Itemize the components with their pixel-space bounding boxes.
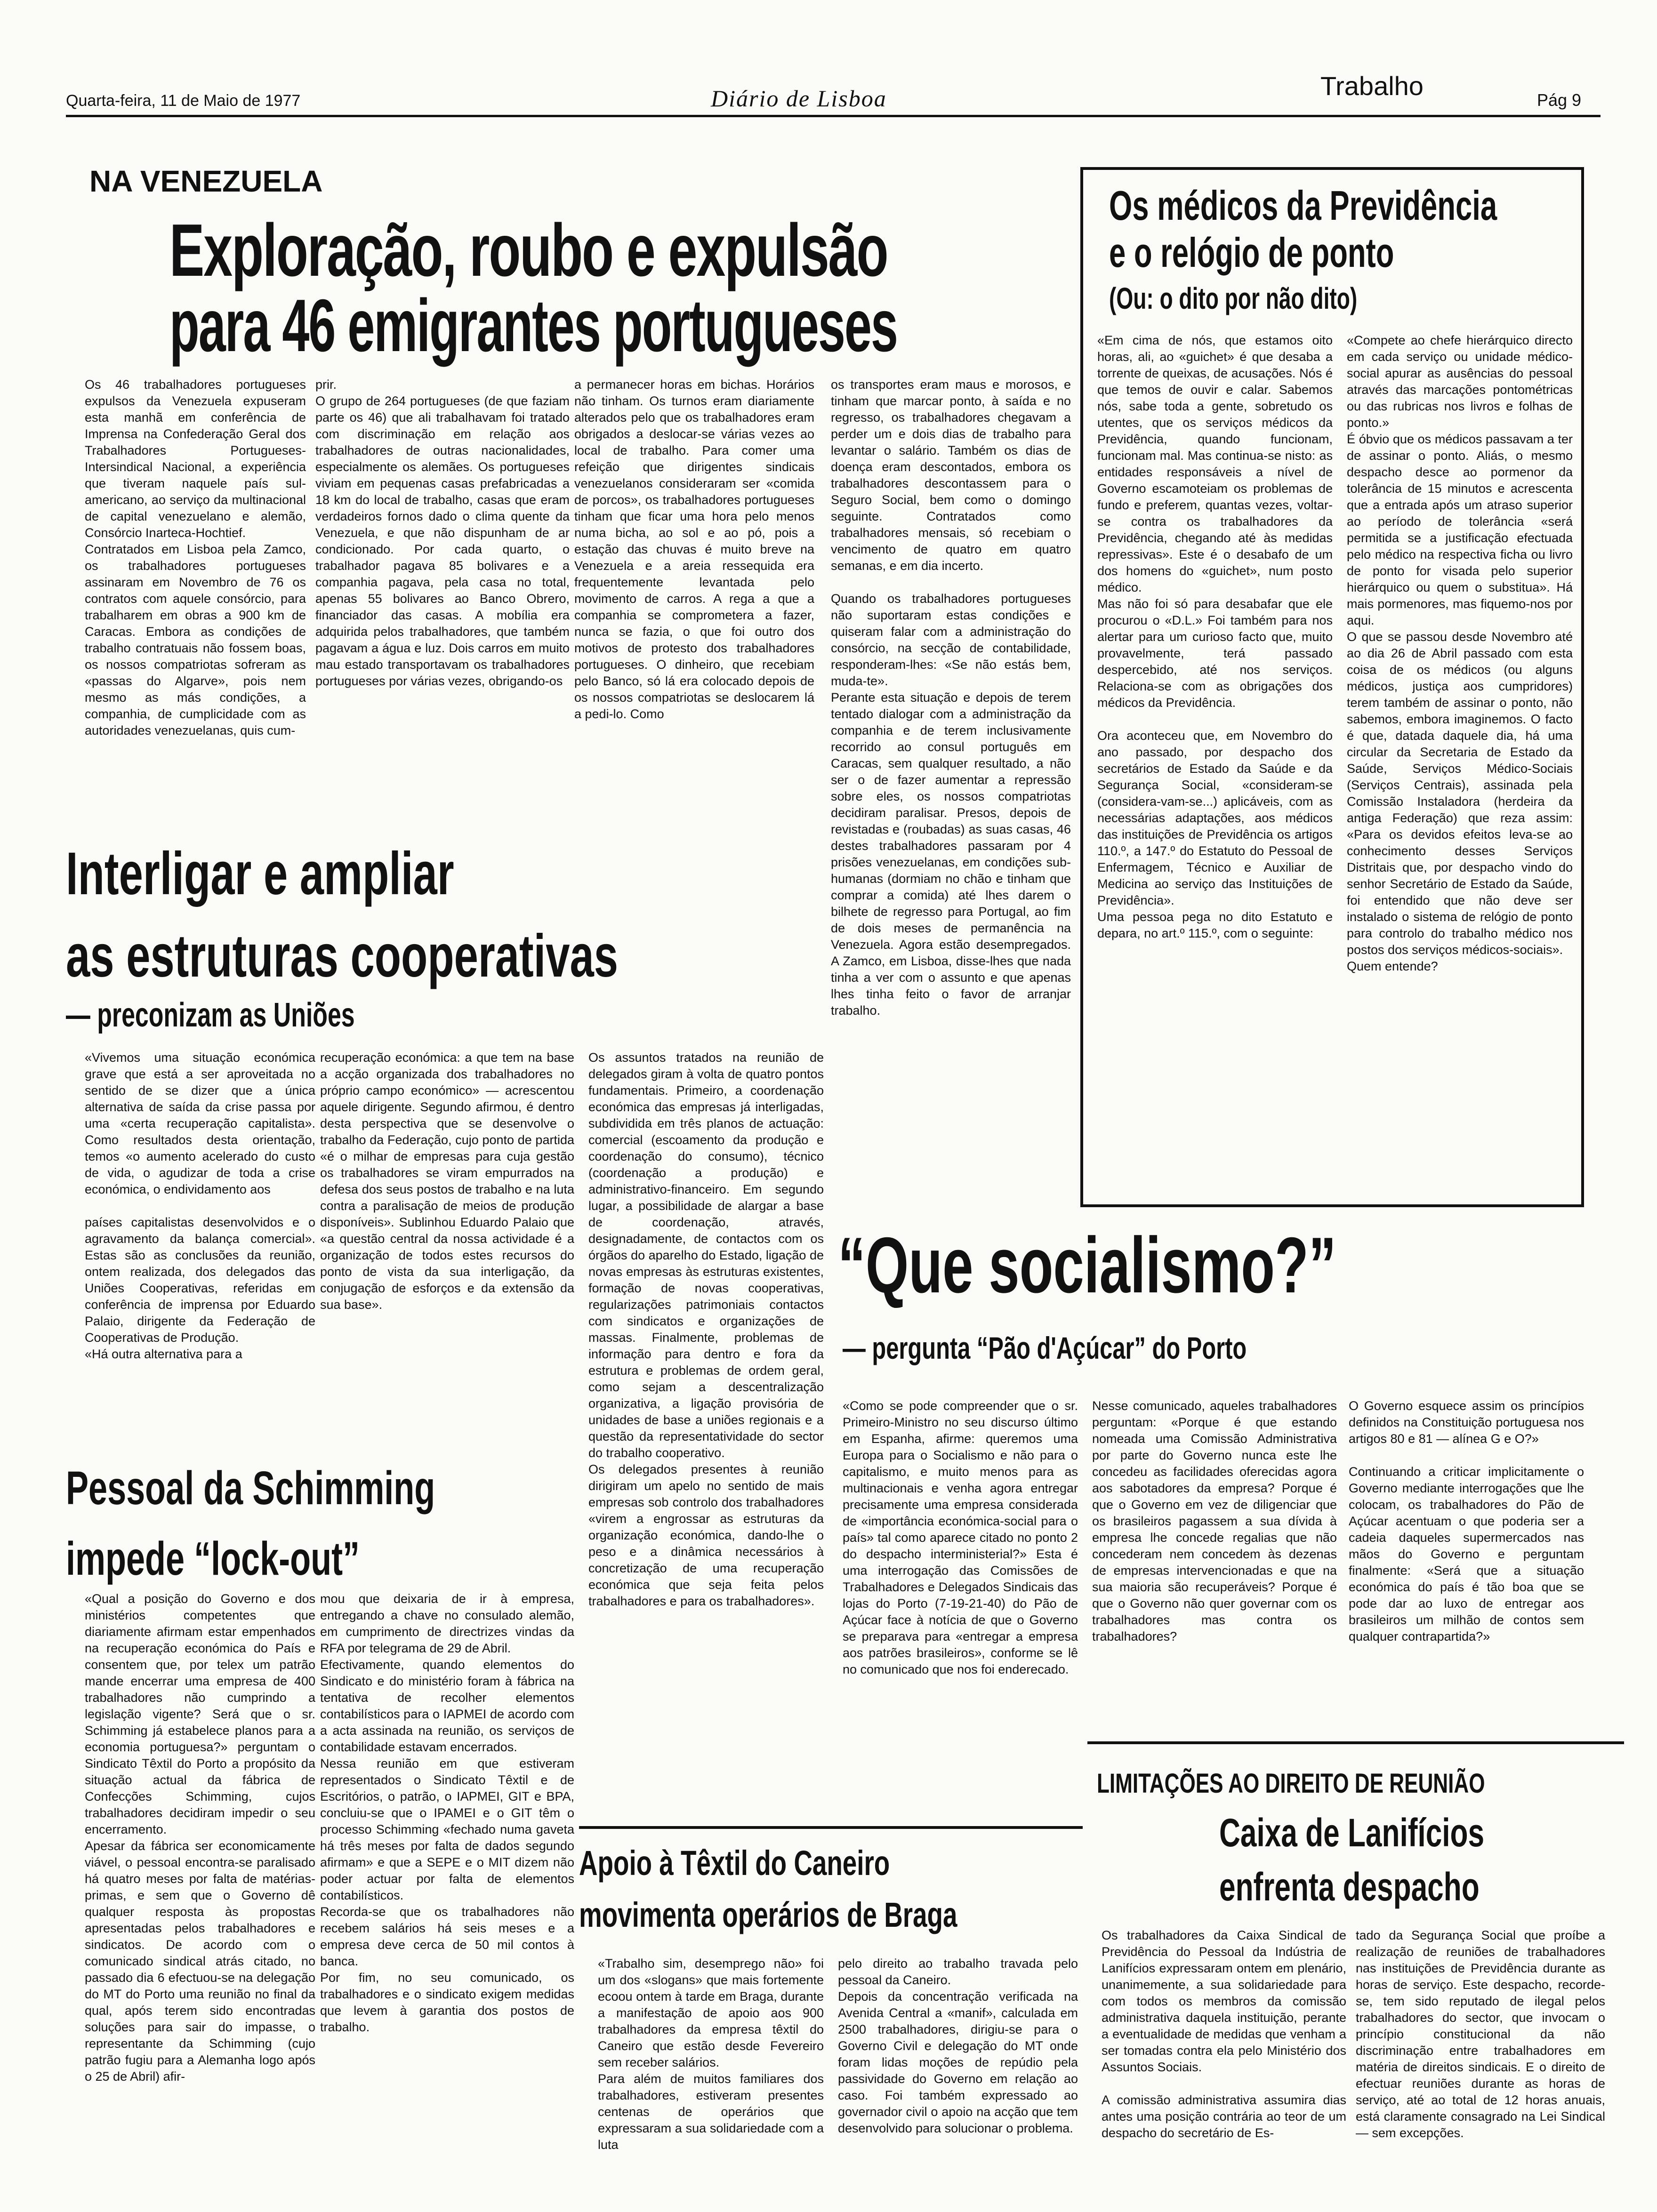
lanificios-col-1: Os trabalhadores da Caixa Sindical de Previdência do Pessoal da Indústria de Lanifícios expressaram ontem em plenário, unanimemente, a sua solidariedade para com todos os membros da comissão administrativa daquela instituição, perante a eventualidade de medidas que venham a ser tomadas contra ela pelo Ministério dos Assuntos Sociais. A comissão administrativa assumira dias antes uma posição contrária ao teor de um despacho do secretário de Es- <box>1102 1928 1346 2140</box>
venezuela-col-2: prir. O grupo de 264 portugueses (de que faziam parte os 46) que ali trabalhavam foi tratado com discriminação em relação aos trabalhadores de outras nacionalidades, especialmente os alemães. Os portugueses viviam em pequenas casas prefabricadas a 18 km do local de trabalho, casas que eram verdadeiros fornos dado o clima quente da Venezuela, e que não dispunham de ar condicionado. Por cada quarto, o trabalhador pagava 85 bolivares e a companhia pagava, pela casa no total, apenas 55 bolivares ao Banco Obrero, financiador das casas. A mobília era adquirida pelos trabalhadores, que também pagavam a água e luz. Dois carros em muito mau estado transportavam os trabalhadores portugueses por várias vezes, obrigando-os <box>315 377 570 688</box>
medicos-col-2: «Compete ao chefe hierárquico directo em cada serviço ou unidade médico-social apurar as ausências do pessoal através das marcações pontométricas ou das rubricas nos livros e folhas de ponto.» É óbvio que os médicos passavam a ter de assinar o ponto. Aliás, o mesmo despacho desce ao pormenor da tolerância de 15 minutos e acrescenta que a entrada após um atraso superior ao período de tolerância «será permitida se a justificação efectuada pelo médico na respectiva ficha ou livro de ponto for visada pelo superior hierárquico ou quem o substitua». Há mais pormenores, mas fiquemo-nos por aqui. O que se passou desde Novembro até ao dia 26 de Abril passado com esta coisa de os médicos (ou alguns médicos, justiça aos cumpridores) terem também de assinar o ponto, não sabemos, embora imaginemos. O facto é que, datada daquele dia, há uma circular da Secretaria de Estado da Saúde, Serviços Médico-Sociais (Serviços Centrais), assinada pela Comissão Instaladora (herdeira da antiga Federação) que reza assim: «Para os devidos efeitos leva-se ao conhecimento desses Serviços Distritais que, por despacho vindo do senhor Secretário de Estado da Saúde, foi entendido que não deve ser instalado o sistema de relógio de ponto para controlo do trabalho médico nos postos dos serviços médicos-sociais». Quem entende? <box>1347 333 1573 973</box>
medicos-headline-wrap <box>1109 184 1648 227</box>
textil-headline-2: movimenta operários de Braga <box>579 1895 957 1934</box>
section-name: Trabalho <box>1320 71 1424 101</box>
socialismo-col-1: «Como se pode compreender que o sr. Primeiro-Ministro no seu discurso último em Espanha, afirme: queremos uma Europa para o Socialismo e não para o capitalismo, e muito menos para as multinacionais e venha agora entregar precisamente uma empresa considerada de «importância económica-social para o país» tal como aparece citado no ponto 2 do despacho interministerial?» Esta é uma interrogação das Comissões de Trabalhadores e Delegados Sindicais das lojas do Porto (7-19-21-40) do Pão de Açúcar face à notícia de que o Governo se preparava para «entregar a empresa aos patrões brasileiros», conforme se lê no comunicado que nos foi enderecado. <box>843 1399 1078 1676</box>
lanificios-headline-1: Caixa de Lanifícios <box>1219 1811 1485 1855</box>
page-number: Pág 9 <box>1537 90 1582 110</box>
lanificios-kicker-wrap <box>1097 1770 1608 1798</box>
venezuela-col-3: a permanecer horas em bichas. Horários não tinham. Os turnos eram diariamente alterados pelo que os trabalhadores eram obrigados a deslocar-se várias vezes ao local de trabalho. Para comer uma refeição que dirigentes sindicais venezuelanos consideraram ser «comida de porcos», os trabalhadores portugueses tinham que ficar uma hora pelo menos numa bicha, ao sol e ao pó, pois a estação das chuvas é muito breve na Venezuela e a areia ressequida era frequentemente levantada pelo movimento de carros. A rega a que a companhia se comprometera a fazer, nunca se fazia, o que foi outro dos motivos de protesto dos trabalhadores portugueses. O dinheiro, que recebiam pelo Banco, só lá era colocado depois de os nossos compatriotas se deslocarem lá a pedi-lo. Como <box>574 377 814 721</box>
medicos-subhead-wrap <box>1109 283 1454 314</box>
lanificios-kicker: LIMITAÇÕES AO DIREITO DE REUNIÃO <box>1097 1768 1485 1799</box>
cooperativas-headline-1: Interligar e ampliar <box>66 840 454 907</box>
socialismo-article <box>828 1221 1629 1676</box>
lanificios-col-2: tado da Segurança Social que proíbe a realização de reuniões de trabalhadores nas instituições de Previdência durante as horas de serviço. Este despacho, recorde-se, tem sido reputado de ilegal pelos trabalhadores do sector, que invocam o princípio constitucional da não discriminação entre trabalhadores em matéria de direitos sindicais. E o direito de efectuar reuniões durante as horas de serviço, até ao total de 12 horas anuais, está claramente consagrado na Lei Sindical — sem excepções. <box>1356 1928 1605 2140</box>
venezuela-kicker: NA VENEZUELA <box>89 164 323 198</box>
schimming-col-1: «Qual a posição do Governo e dos ministérios competentes que diariamente afirmam estar empenhados na recuperação económica do País e consentem que, por telex um patrão mande encerrar uma empresa de 400 trabalhadores não cumprindo a legislação vigente? Será que o sr. Schimming já estabelece planos para a economia portuguesa?» perguntam o Sindicato Têxtil do Porto a propósito da situação actual da fábrica de Confecções Schimming, cujos trabalhadores decidiram impedir o seu encerramento. Apesar da fábrica ser economicamente viável, o pessoal encontra-se paralisado há quatro meses por falta de matérias-primas, e sem que o Governo dê qualquer resposta às propostas apresentadas pelos trabalhadores e sindicatos. De acordo com o comunicado sindical atrás citado, no passado dia 6 efectuou-se na delegação do MT do Porto uma reunião no final da qual, após terem sido encontradas soluções para sair do impasse, o representante da Schimming (cujo patrão fugiu para a Alemanha logo após o 25 de Abril) afir- <box>85 1592 315 2084</box>
venezuela-headline-wrap <box>169 209 1188 292</box>
schimming-col-2: mou que deixaria de ir à empresa, entregando a chave no consulado alemão, em cumprimento de directrizes vindas da RFA por telegrama de 29 de Abril. Efectivamente, quando elementos do Sindicato e do ministério foram à fábrica na tentativa de recolher elementos contabilísticos para o IAPMEI de acordo com a acta assinada na reunião, os serviços de contabilidade estavam encerrados. Nessa reunião em que estiveram representados o Sindicato Têxtil e de Escritórios, o patrão, o IAPMEI, GIT e BPA, concluiu-se que o IPAMEI e o GIT têm o processo Schimming «fechado numa gaveta há três meses por falta de dados segundo afirmam» e que a SEPE e o MIT dizem não poder actuar por falta de elementos contabilísticos. Recorda-se que os trabalhadores não recebem salários há seis meses e a empresa deve cerca de 50 mil contos à banca. Por fim, no seu comunicado, os trabalhadores e o sindicato exigem medidas que levem à garantia dos postos de trabalho. <box>320 1592 574 2034</box>
medicos-headline-wrap-2 <box>1109 231 1505 274</box>
lanificios-headline-wrap <box>1219 1812 1577 1853</box>
venezuela-headline-2: para 46 emigrantes portugueses <box>169 284 897 367</box>
textil-top-rule <box>579 1826 1083 1829</box>
medicos-box <box>1080 167 1584 1207</box>
socialismo-col-2: Nesse comunicado, aqueles trabalhadores perguntam: «Porque é que estando nomeada uma Comissão Administrativa por parte do Governo nunca este lhe concedeu as facilidades oferecidas agora aos sabotadores da empresa? Porque é que o Governo em vez de diligenciar que os brasileiros pagassem a sua dívida à empresa lhe concede regalias que não concederam nem concedem às dezenas de empresas intervencionadas e que na sua maioria são recuperáveis? Porque é que o Governo não quer governar com os trabalhadores mas contra os trabalhadores? <box>1092 1399 1337 1643</box>
socialismo-subhead: — pergunta “Pão d'Açúcar” do Porto <box>843 1330 1247 1365</box>
lanificios-article <box>1087 1741 1629 2212</box>
newspaper-name: Diário de Lisboa <box>711 85 887 112</box>
cooperativas-col-2: recuperação económica: a que tem na base a acção organizada dos trabalhadores no próprio campo económico» — acrescentou aquele dirigente. Segundo afirmou, é dentro desta perspectiva que se desenvolve o trabalho da Federação, cujo ponto de partida «é o milhar de empresas para cuja gestão os trabalhadores se viram empurrados na defesa dos seus postos de trabalho e na luta contra a paralisação de meios de produção disponíveis». Sublinhou Eduardo Palaio que «a questão central da nossa actividade é a organização de todos estes recursos do ponto de vista da sua interligação, da conjugação de esforços e da extensão da sua base». <box>320 1050 574 1312</box>
lanificios-top-rule <box>1087 1741 1624 1744</box>
textil-article <box>579 1826 1092 2212</box>
textil-headline-wrap <box>579 1845 999 1882</box>
lanificios-headline-wrap-2 <box>1219 1866 1571 1907</box>
medicos-headline-2: e o relógio de ponto <box>1109 229 1394 276</box>
venezuela-headline-1: Exploração, roubo e expulsão <box>169 209 888 292</box>
lanificios-headline-2: enfrenta despacho <box>1219 1865 1480 1909</box>
schimming-headline-2: impede “lock-out” <box>66 1532 360 1585</box>
venezuela-col-1: Os 46 trabalhadores portugueses expulsos da Venezuela expuseram esta manhã em conferência de Imprensa na Confederação Geral dos Trabalhadores Portugueses-Intersindical Nacional, a experiência que tiveram naquele país sul-americano, ao serviço da multinacional de capital venezuelano e alemão, Consórcio Inarteca-Hochtief. Contratados em Lisboa pela Zamco, os trabalhadores portugueses assinaram em Novembro de 76 os contratos com aquele consórcio, para trabalharem em obras a 900 km de Caracas. Embora as condições de trabalho contratuais não fossem boas, os nossos compatriotas sofreram as «passas do Algarve», pois nem mesmo as más condições, a companhia, de cumplicidade com as autoridades venezuelanas, quis cum- <box>85 377 306 737</box>
socialismo-headline-wrap <box>838 1221 1550 1309</box>
cooperativas-headline-2: as estruturas cooperativas <box>66 922 619 990</box>
schimming-headline-wrap <box>66 1464 579 1513</box>
cooperativas-col-3: Os assuntos tratados na reunião de delegados giram à volta de quatro pontos fundamentais. Primeiro, a coordenação económica das empresas já interligadas, subdividida em três planos de actuação: comercial (escoamento da produção e coordenação do consumo), técnico (coordenação a produção) e administrativo-financeiro. Em segundo lugar, a possibilidade de alargar a base de coordenação, através, designadamente, de contactos com os órgãos do aparelho do Estado, ligação de novas empresas às estruturas existentes, formação de novas cooperativas, regularizações patrimoniais contactos com sindicatos e organizações de massas. Finalmente, problemas de informação para dentro e fora da estrutura e problemas de ordem geral, como sejam a descentralização organizativa, a ligação provisória de unidades de base a uniões regionais e a questão da representatividade do sector do trabalho cooperativo. Os delegados presentes à reunião dirigiram um apelo no sentido de mais empresas sob controlo dos trabalhadores «virem a engrossar as estruturas da organização económica, dando-lhe o peso e a dinâmica necessários à concretização de uma recuperação económica que seja feita pelos trabalhadores e para os trabalhadores». <box>588 1050 824 1608</box>
medicos-headline-1: Os médicos da Previdência <box>1109 182 1497 229</box>
schimming-article <box>0 1464 579 2212</box>
cooperativas-subhead: — preconizam as Uniões <box>66 996 355 1034</box>
schimming-headline-1: Pessoal da Schimming <box>66 1462 435 1515</box>
textil-col-2: pelo direito ao trabalho travada pelo pessoal da Caneiro. Depois da concentração verificada na Avenida Central a «manif», calculada em 2500 trabalhadores, dirigiu-se para o Governo Civil e delegação do MT onde foram lidas moções de repúdio pela passividade do Governo em relação ao caso. Foi também expressado ao governador civil o apoio na acção que tem desenvolvido para solucionar o problema. <box>838 1956 1078 2135</box>
venezuela-col-4: os transportes eram maus e morosos, e tinham que marcar ponto, à saída e no regresso, os trabalhadores chegavam a perder um e dois dias de trabalho para levantar o salário. Também os dias de doença eram descontados, embora os trabalhadores descontassem para o Seguro Social, bem como o domingo seguinte. Contratados como trabalhadores mensais, só recebiam o vencimento de quatro em quatro semanas, e em dia incerto. Quando os trabalhadores portugueses não suportaram estas condições e quiseram falar com a administração do consórcio, na secção de contabilidade, responderam-lhes: «Se não estás bem, muda-te». Perante esta situação e depois de terem tentado dialogar com a administração da companhia e de terem inclusivamente recorrido ao consul português em Caracas, sem qualquer resultado, a não ser o de fazer aumentar a repressão sobre eles, os nossos compatriotas decidiram paralisar. Presos, depois de revistadas e (roubadas) as suas casas, 46 destes trabalhadores passaram por 4 prisões venezuelanas, em condições sub-humanas (dormiam no chão e tinham que comprar a comida) até lhes darem o bilhete de regresso para Portugal, ao fim de dois meses de permanência na Venezuela. Agora estão desempregados. A Zamco, em Lisboa, disse-lhes que nada tinha a ver com o assunto e que apenas lhes tinha feito o favor de arranjar trabalho. <box>831 377 1071 1018</box>
schimming-headline-wrap-2 <box>66 1534 474 1584</box>
socialismo-col-3: O Governo esquece assim os princípios definidos na Constituição portuguesa nos artigos 80 e 81 — alínea G e O?» Continuando a criticar implicitamente o Governo mediante interrogações que lhe colocam, os trabalhadores do Pão de Açúcar acentuam o que poderia ser a cadeia daqueles supermercados nas mãos do Governo e perguntam finalmente: «Será que a situação económica do país é tão boa que se pode dar ao luxo de entregar aos brasileiros um milhão de contos sem qualquer contrapartida?» <box>1349 1399 1584 1643</box>
cooperativas-headline-wrap-2 <box>66 922 833 990</box>
masthead-date: Quarta-feira, 11 de Maio de 1977 <box>66 92 301 110</box>
textil-headline-1: Apoio à Têxtil do Caneiro <box>579 1843 890 1883</box>
textil-col-1: «Trabalho sim, desemprego não» foi um dos «slogans» que mais fortemente ecoou ontem à tarde em Braga, durante a manifestação de apoio aos 900 trabalhadores da empresa têxtil do Caneiro que estão desde Fevereiro sem receber salários. Para além de muitos familiares dos trabalhadores, estiveram presentes centenas de operários que expressaram a sua solidariedade com a luta <box>598 1956 824 2152</box>
cooperativas-subhead-wrap <box>66 998 467 1034</box>
socialismo-subhead-wrap <box>843 1332 1389 1364</box>
medicos-subhead: (Ou: o dito por não dito) <box>1109 281 1358 315</box>
cooperativas-col-1: «Vivemos uma situação económica grave que está a ser aproveitada no sentido de se dizer que a única alternativa de saída da crise passa por uma «certa recuperação capitalista». Como resultados desta orientação, temos «o aumento acelerado do custo de vida, o agudizar de toda a crise económica, o endividamento aos países capitalistas desenvolvidos e o agravamento da balança comercial». Estas são as conclusões da reunião, ontem realizada, dos delegados das Uniões Cooperativas, referidas em conferência de imprensa por Eduardo Palaio, dirigente da Federação de Cooperativas de Produção. «Há outra alternativa para a <box>85 1050 315 1361</box>
cooperativas-headline-wrap <box>66 842 605 906</box>
medicos-col-1: «Em cima de nós, que estamos oito horas, ali, ao «guichet» é que desaba a torrente de queixas, de acusações. Nós é que temos de ouvir e calar. Sabemos nós, sabe toda a gente, sobretudo os utentes, que os serviços médicos da Previdência, quando funcionam, funcionam mal. Mas continua-se nisto: as entidades responsáveis a nível de Governo escamoteiam os problemas de fundo e preferem, quantas vezes, voltar-se contra os trabalhadores da Previdência, chegando até às medidas repressivas». Este é o desabafo de um dos homens do «guichet», num posto médico. Mas não foi só para desabafar que ele procurou o «D.L.» Foi também para nos alertar para um curioso facto que, muito provavelmente, terá passado despercebido, até nos serviços. Relaciona-se com as obrigações dos médicos da Previdência. Ora aconteceu que, em Novembro do ano passado, por despacho dos secretários de Estado da Saúde e da Segurança Social, «consideram-se (considera-vam-se...) aplicáveis, com as necessárias adaptações, aos médicos das instituições de Previdência os artigos 110.º, a 147.º do Estatuto do Pessoal de Enfermagem, Técnico e Auxiliar de Medicina ao serviço das Instituições de Previdência». Uma pessoa pega no dito Estatuto e depara, no art.º 115.º, com o seguinte: <box>1097 333 1333 940</box>
socialismo-headline: “Que socialismo?” <box>838 1221 1336 1309</box>
textil-headline-wrap-2 <box>579 1897 1090 1933</box>
